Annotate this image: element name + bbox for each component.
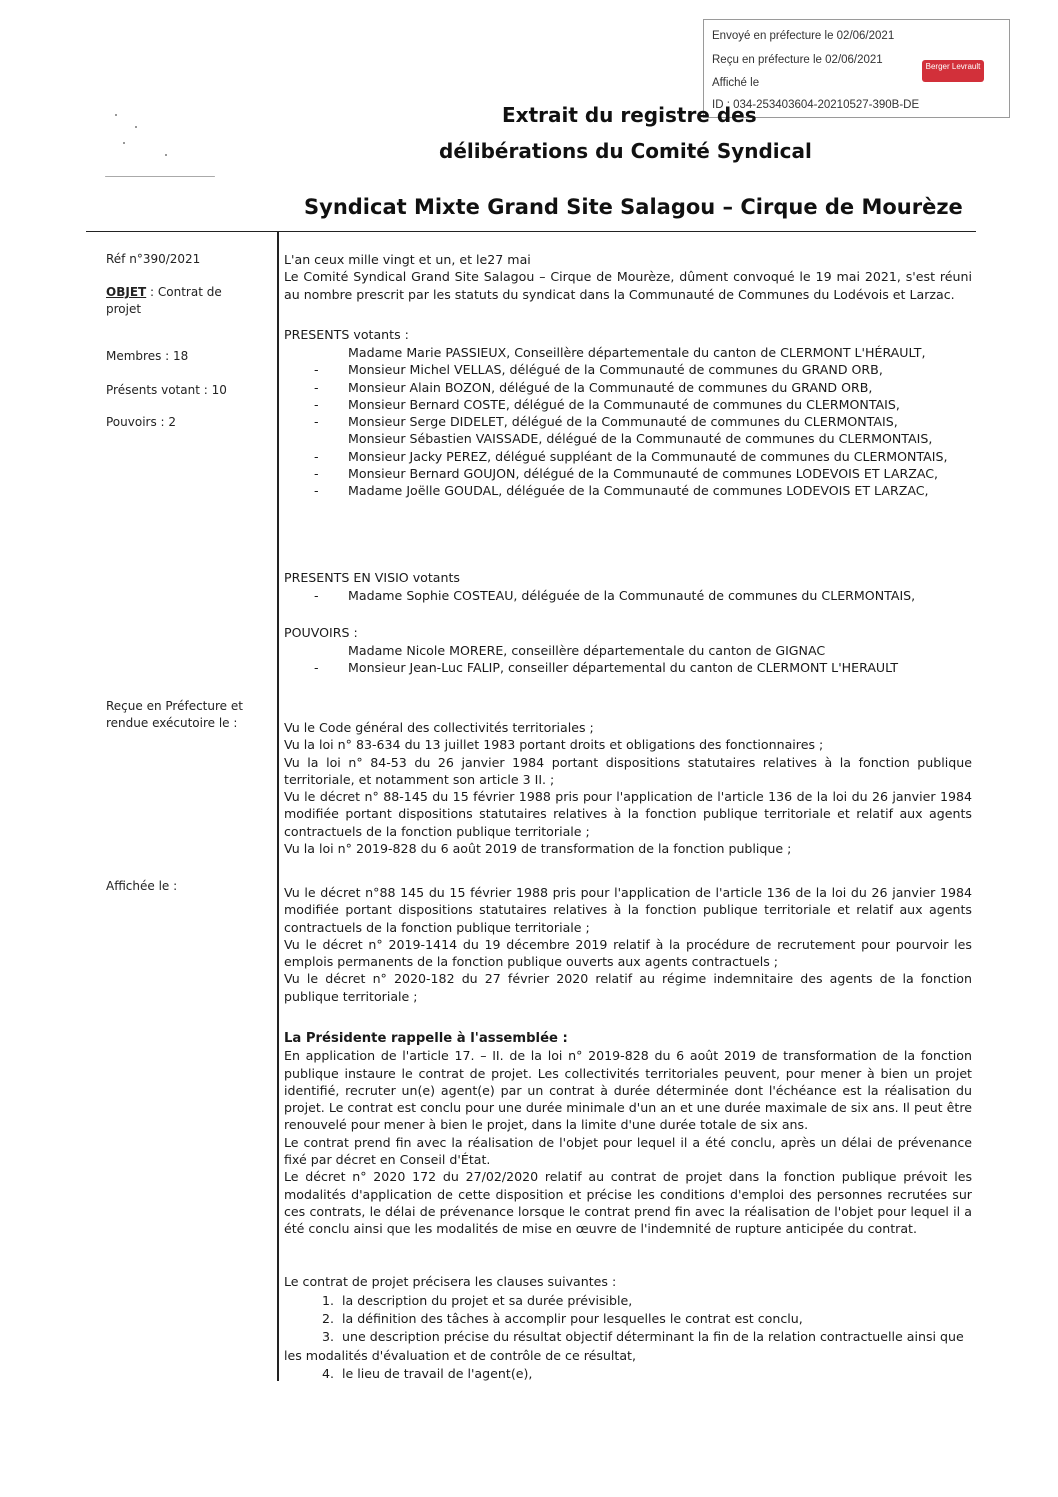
visio-heading: PRESENTS EN VISIO votants (284, 570, 460, 585)
clause-text: le lieu de travail de l'agent(e), (342, 1365, 533, 1381)
presents-heading: PRESENTS votants : (284, 327, 409, 342)
vu-line: Vu le décret n° 2020-182 du 27 février 2020 relatif au régime indemnitaire des agents de la fonction publique territoriale ; (284, 971, 972, 1004)
objet-label (106, 284, 256, 318)
powers-list (284, 642, 974, 677)
president-paragraph: Le contrat prend fin avec la réalisation de l'objet pour lequel il a été conclu, après un délai de prévenance fixé par décret en Conseil d'État. (284, 1134, 972, 1168)
intro-convocation: Le Comité Syndical Grand Site Salagou – Cirque de Mourèze, dûment convoqué le 19 mai 2021, s'est réuni au nombre prescrit par les statuts du syndicat dans la Communauté de Communes du Lodévois et Larzac. (284, 269, 972, 302)
list-item-text: Monsieur Michel VELLAS, délégué de la Communauté de communes du GRAND ORB, (348, 362, 883, 378)
reference-number: Réf n°390/2021 (106, 252, 201, 266)
clause-item (284, 1365, 974, 1383)
list-dash: - (314, 448, 319, 464)
stamp-posted: Affiché le (712, 77, 760, 89)
list-item-text: Monsieur Serge DIDELET, délégué de la Communauté de communes du CLERMONTAIS, (348, 414, 898, 430)
list-item-text: Monsieur Jean-Luc FALIP, conseiller départemental du canton de CLERMONT L'HERAULT (348, 660, 899, 676)
intro-block (284, 251, 972, 303)
clause-text: la description du projet et sa durée prévisible, (342, 1293, 633, 1308)
list-item-text: Monsieur Bernard COSTE, délégué de la Communauté de communes du CLERMONTAIS, (348, 396, 900, 412)
vu-block (284, 719, 972, 857)
president-heading: La Présidente rappelle à l'assemblée : (284, 1031, 568, 1046)
vu-line: Vu le Code général des collectivités territoriales ; (284, 720, 594, 735)
list-dash: - (314, 660, 319, 676)
present-member (284, 413, 974, 430)
vu2-block (284, 884, 972, 1005)
header-rule (86, 231, 976, 232)
scan-artifacts (105, 112, 225, 182)
present-member (284, 430, 974, 447)
intro-date: L'an ceux mille vingt et un, et le27 mai (284, 252, 531, 267)
column-divider (277, 231, 279, 1381)
stamp-id: ID : 034-253403604-20210527-390B-DE (712, 99, 920, 111)
clause-item (284, 1310, 974, 1328)
visio-list (284, 587, 974, 604)
members-count: Membres : 18 (106, 349, 189, 363)
clause-text: la définition des tâches à accomplir pour lesquelles le contrat est conclu, (342, 1311, 803, 1327)
vu-line: Vu le décret n° 2019-1414 du 19 décembre 2019 relatif à la procédure de recrutement pour pourvoir les emplois permanents de la fonction publique ouverts aux agents contractuels ; (284, 936, 972, 970)
clause-text: une description précise du résultat objectif déterminant la fin de la relation contractuelle ainsi que les modalités d'évaluation et de contrôle de ce résultat, (284, 1329, 964, 1363)
present-member (284, 379, 974, 396)
clause-number: 1. (321, 1293, 334, 1308)
list-item-text: Madame Marie PASSIEUX, Conseillère départementale du canton de CLERMONT L'HÉRAULT, (348, 345, 926, 360)
header-line2: délibérations du Comité Syndical (439, 139, 812, 163)
vu-line: Vu la loi n° 83-634 du 13 juillet 1983 portant droits et obligations des fonctionnaires ; (284, 737, 824, 753)
presents-list (284, 344, 974, 500)
present-count: Présents votant : 10 (106, 383, 227, 397)
objet-key: OBJET (106, 285, 147, 299)
list-item-text: Monsieur Alain BOZON, délégué de la Communauté de communes du GRAND ORB, (348, 379, 873, 395)
clause-number: 2. (321, 1311, 334, 1327)
list-item-text: Monsieur Jacky PEREZ, délégué suppléant de la Communauté de communes du CLERMONTAIS, (348, 448, 948, 464)
clause-number: 4. (321, 1365, 334, 1381)
objet-value: : Contrat de projet (106, 285, 222, 316)
proxy-member (284, 659, 974, 676)
stamp-sent: Envoyé en préfecture le 02/06/2021 (712, 30, 895, 42)
stamp-received: Reçu en préfecture le 02/06/2021 (712, 54, 883, 66)
organization-name: Syndicat Mixte Grand Site Salagou – Cirque de Mourèze (304, 195, 963, 219)
present-member (284, 344, 974, 361)
list-item-text: Monsieur Bernard GOUJON, délégué de la Communauté de communes LODEVOIS ET LARZAC, (348, 466, 939, 482)
vu-line: Vu la loi n° 2019-828 du 6 août 2019 de transformation de la fonction publique ; (284, 841, 792, 857)
vu-line: Vu la loi n° 84-53 du 26 janvier 1984 portant dispositions statutaires relatives à la fonction publique territoriale, et notamment son article 3 II. ; (284, 754, 972, 787)
list-dash: - (314, 362, 319, 378)
list-dash: - (314, 466, 319, 482)
list-item-text: Monsieur Sébastien VAISSADE, délégué de la Communauté de communes du CLERMONTAIS, (348, 431, 933, 447)
posted-label: Affichée le : (106, 879, 178, 893)
president-paragraphs (284, 1047, 972, 1237)
list-dash: - (314, 588, 319, 603)
powers-count: Pouvoirs : 2 (106, 415, 177, 429)
clauses-intro: Le contrat de projet précisera les clauses suivantes : (284, 1274, 617, 1289)
list-dash: - (314, 379, 319, 395)
list-item-text: Madame Sophie COSTEAU, déléguée de la Communauté de communes du CLERMONTAIS, (348, 588, 916, 603)
visio-member (284, 587, 974, 604)
president-paragraph: En application de l'article 17. – II. de la loi n° 2019-828 du 6 août 2019 de transformation de la fonction publique instaure le contrat de projet. Les collectivités territoriales peuvent, pour mener à bien un projet identifié, recruter un(e) agent(e) par un contrat à durée déterminée dont l'échéance est la réalisation du projet. Le contrat est conclu pour une durée minimale d'un an et une durée maximale de six ans. Il peut être renouvelé pour mener à bien le projet, dans la limite d'une durée totale de six ans. (284, 1048, 972, 1133)
list-item-text: Madame Nicole MORERE, conseillère départementale du canton de GIGNAC (348, 643, 826, 658)
present-member (284, 482, 974, 499)
proxy-member (284, 642, 974, 659)
prefecture-received-label: Reçue en Préfecture et rendue exécutoire le : (106, 699, 243, 730)
powers-heading: POUVOIRS : (284, 625, 358, 640)
present-member (284, 448, 974, 465)
list-dash: - (314, 483, 319, 499)
present-member (284, 361, 974, 378)
clause-item (284, 1292, 974, 1310)
present-member (284, 465, 974, 482)
list-item-text: Madame Joëlle GOUDAL, déléguée de la Communauté de communes LODEVOIS ET LARZAC, (348, 483, 929, 499)
present-member (284, 396, 974, 413)
list-dash: - (314, 414, 319, 430)
president-paragraph: Le décret n° 2020 172 du 27/02/2020 relatif au contrat de projet dans la fonction publique prévoit les modalités d'application de cette disposition et précise les conditions d'emploi des personnes recrutées sur ces contrats, le délai de prévenance lorsque le contrat prend fin avec la réalisation de l'objet pour lequel il a été conclu ainsi que les modalités de mise en œuvre de l'indemnité de rupture anticipée du contrat. (284, 1169, 972, 1237)
vu-line: Vu le décret n°88 145 du 15 février 1988 pris pour l'application de l'article 136 de la loi du 26 janvier 1984 modifiée portant dispositions statutaires relatives à la fonction publique territoriale et relatif aux agents contractuels de la fonction publique territoriale ; (284, 885, 972, 935)
clauses-list (284, 1292, 974, 1383)
president-section (284, 1030, 972, 1238)
berger-levrault-logo: Berger Levrault (922, 60, 984, 82)
list-dash: - (314, 396, 319, 412)
header-line1: Extrait du registre des (502, 103, 757, 127)
clause-number: 3. (321, 1329, 334, 1345)
clause-item (284, 1328, 974, 1364)
vu-line: Vu le décret n° 88-145 du 15 février 1988 pris pour l'application de l'article 136 de la loi du 26 janvier 1984 modifiée portant dispositions statutaires relatives à la fonction publique territoriale et relatif aux agents contractuels de la fonction publique territoriale ; (284, 789, 972, 839)
